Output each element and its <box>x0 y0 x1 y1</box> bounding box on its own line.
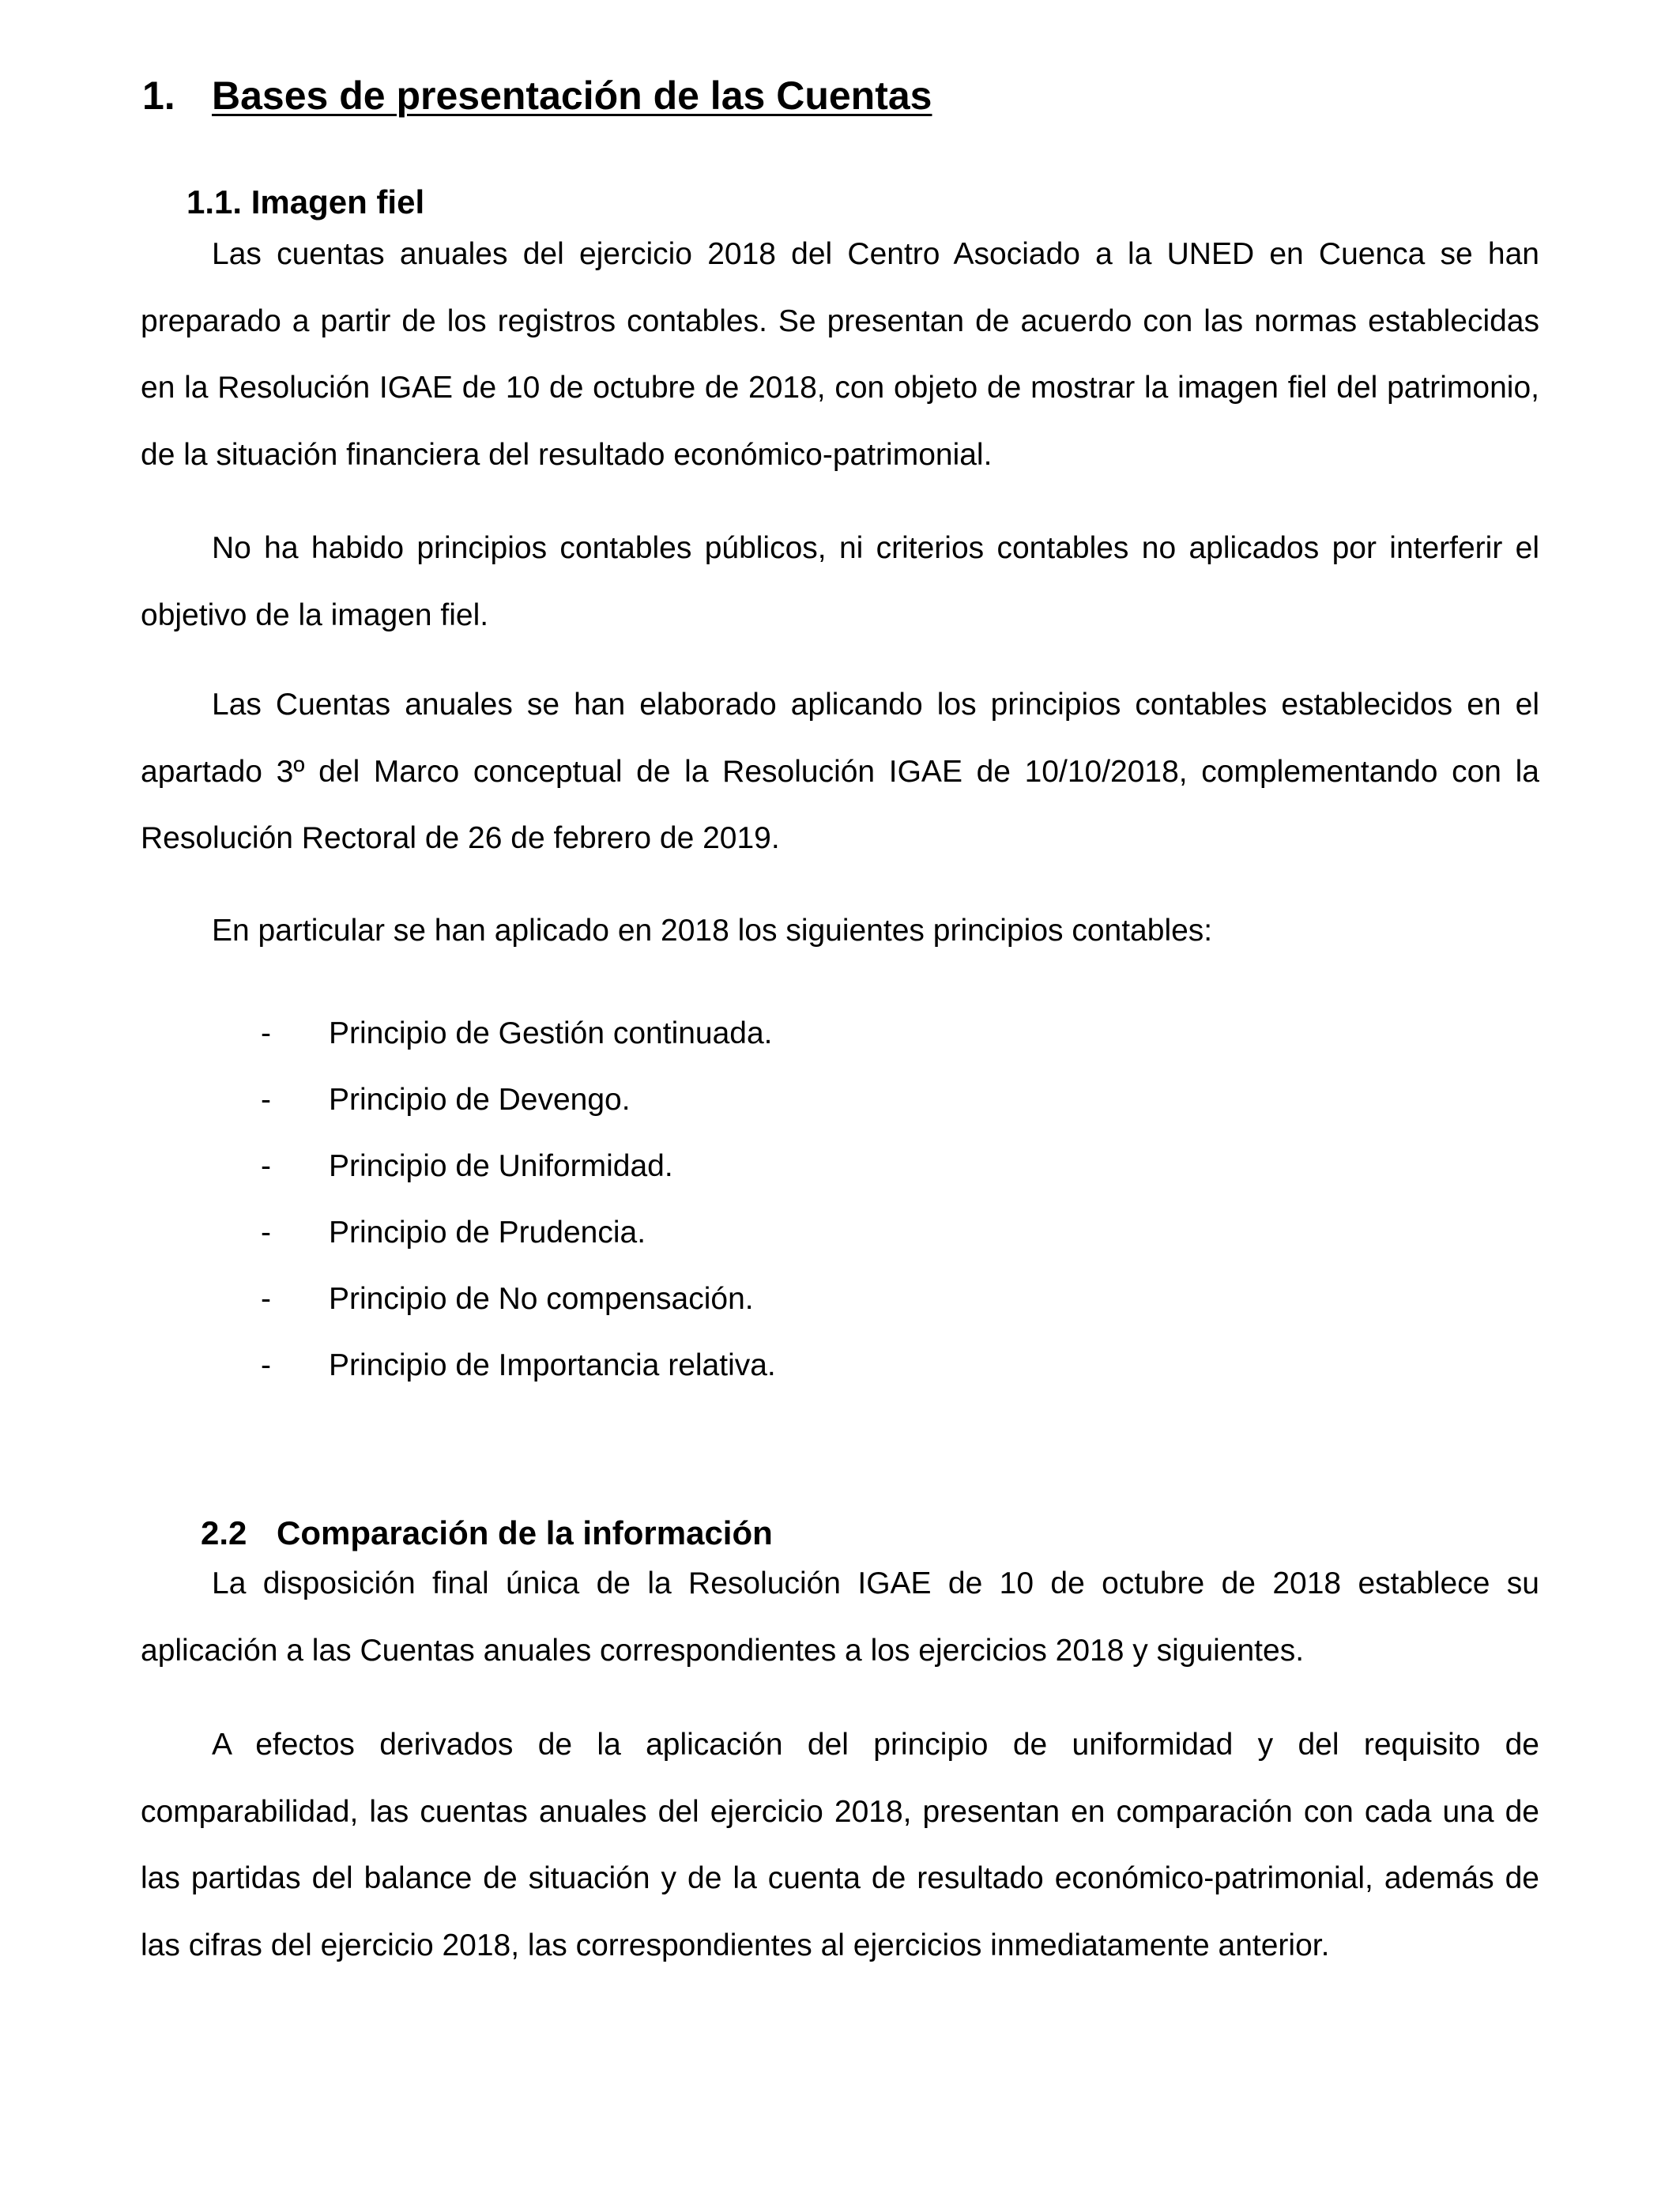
list-item-text: Principio de No compensación. <box>329 1282 754 1316</box>
section-2-2-number: 2.2 <box>201 1514 247 1551</box>
paragraph-imagen-fiel-4: En particular se han aplicado en 2018 los siguientes principios contables: <box>212 914 1213 948</box>
list-bullet: - <box>261 1149 271 1183</box>
list-item <box>261 1266 776 1333</box>
list-item-text: Principio de Gestión continuada. <box>329 1016 773 1050</box>
list-bullet: - <box>261 1216 271 1250</box>
list-item <box>261 1133 776 1200</box>
list-item <box>261 1001 776 1067</box>
list-item-text: Principio de Importancia relativa. <box>329 1348 776 1382</box>
section-1-1-heading: 1.1. Imagen fiel <box>186 183 425 221</box>
list-bullet: - <box>261 1016 271 1050</box>
list-item-text: Principio de Devengo. <box>329 1083 631 1117</box>
paragraph-imagen-fiel-2: No ha habido principios contables públicos, ni criterios contables no aplicados por interferir el objetivo de la imagen fiel. <box>141 531 1539 632</box>
paragraph-comparacion-1: La disposición final única de la Resolución IGAE de 10 de octubre de 2018 establece su aplicación a las Cuentas anuales correspondientes a los ejercicios 2018 y siguientes. <box>141 1566 1539 1668</box>
list-item <box>261 1067 776 1133</box>
list-item <box>261 1333 776 1399</box>
paragraph-imagen-fiel-1: Las cuentas anuales del ejercicio 2018 del Centro Asociado a la UNED en Cuenca se han preparado a partir de los registros contables. Se presentan de acuerdo con las normas establecidas en la Resolución IGAE de 10 de octubre de 2018, con objeto de mostrar la imagen fiel del patrimonio, de la situación financiera del resultado económico-patrimonial. <box>141 237 1539 472</box>
list-item-text: Principio de Uniformidad. <box>329 1149 673 1183</box>
list-item-text: Principio de Prudencia. <box>329 1216 646 1250</box>
principles-list <box>261 1001 776 1399</box>
section-1-title: Bases de presentación de las Cuentas <box>212 74 932 118</box>
section-1-heading <box>142 70 932 122</box>
section-2-2-title: Comparación de la información <box>277 1514 773 1551</box>
list-bullet: - <box>261 1083 271 1117</box>
list-item <box>261 1200 776 1266</box>
section-1-number: 1. <box>142 74 175 118</box>
section-2-2-heading <box>201 1511 773 1555</box>
list-bullet: - <box>261 1282 271 1316</box>
paragraph-comparacion-2: A efectos derivados de la aplicación del principio de uniformidad y del requisito de comparabilidad, las cuentas anuales del ejercicio 2018, presentan en comparación con cada una de las partidas del balance de situación y de la cuenta de resultado económico-patrimonial, además de las cifras del ejercicio 2018, las correspondientes al ejercicios inmediatamente anterior. <box>141 1728 1539 1962</box>
paragraph-imagen-fiel-3: Las Cuentas anuales se han elaborado aplicando los principios contables establecidos en el apartado 3º del Marco conceptual de la Resolución IGAE de 10/10/2018, complementando con la Resolución Rectoral de 26 de febrero de 2019. <box>141 688 1539 855</box>
list-bullet: - <box>261 1348 271 1382</box>
